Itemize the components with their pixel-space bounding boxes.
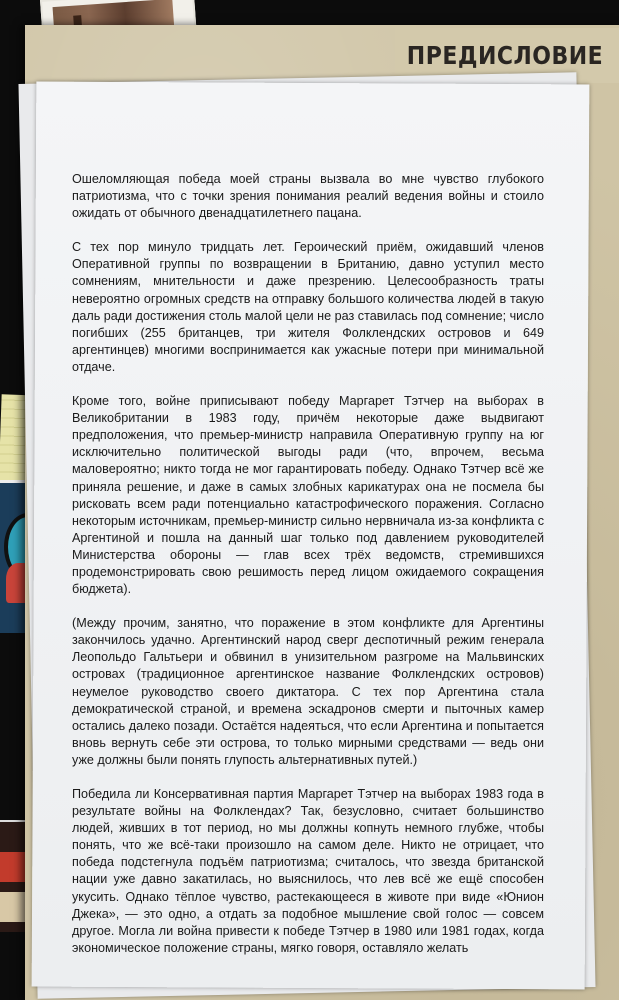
section-title: ПРЕДИСЛОВИЕ — [406, 42, 604, 71]
paragraph: Победила ли Консервативная партия Маргарет Тэтчер на выборах 1983 года в результате войны на Фолклендах? Так, безусловно, считает большинство людей, живших в тот период, но мы должны копнуть немного глубже, чтобы понять, что же всё-таки произошло на самом деле. Никто не отрицает, что победа подстегнула подъём патриотизма; считалось, что звезда британской нации уже давно закатилась, но выяснилось, что лев всё же ещё способен укусить. Однако тёплое чувство, растекающееся в животе при виде «Юнион Джека», — это одно, а отдать за подобное мышление свой голос — совсем другое. Могла ли война привести к победе Тэтчер в 1980 или 1981 годах, когда экономическое положение страны, мягко говоря, оставляло желать — [72, 787, 544, 955]
paragraph: Кроме того, войне приписывают победу Маргарет Тэтчер на выборах в Великобритании в 1983 году, причём некоторые даже выдвигают предположения, что премьер-министр направила Оперативную группу на юг исключительно политической выгоды ради (что, впрочем, весьма маловероятно; никто тогда не мог гарантировать победу. Однако Тэтчер всё же приняла решение, и даже в самых злобных карикатурах она не посмела бы рисковать всем ради потенциально катастрофического поражения. Согласно некоторым источникам, премьер-министр сильно нервничала из-за конфликта с Аргентиной и пошла на данный шаг только под давлением руководителей Министерства обороны — глав всех трёх ведомств, стремившихся продемонстрировать свою решимость перед лицом ожидаемого сокращения бюджета). — [72, 394, 544, 597]
paragraph: Ошеломляющая победа моей страны вызвала во мне чувство глубокого патриотизма, что с точки зрения понимания реалий ведения войны и стоило ожидать от обычного двенадцатилетнего пацана. — [72, 172, 544, 221]
paragraph: С тех пор минуло тридцать лет. Героический приём, ожидавший членов Оперативной группы по возвращении в Британию, давно уступил место сомнениям, мнительности и даже презрению. Целесообразность траты невероятно огромных средств на отправку большого количества людей в такую даль ради достижения столь малой цели не раз ставилась под сомнение; число погибших (255 британцев, три жителя Фолклендских островов и 649 аргентинцев) многими воспринимается как ужасные потери при минимальной отдаче. — [72, 240, 544, 374]
paragraph: (Между прочим, занятно, что поражение в этом конфликте для Аргентины закончилось удачно. Аргентинский народ сверг деспотичный режим генерала Леопольдо Гальтьери и обвинил в унизительном разгроме на Мальвинских островах (традиционное аргентинское название Фолклендских островов) неумелое руководство своего диктатора. С тех пор Аргентина стала демократической страной, и времена эскадронов смерти и пыточных камер остались далеко позади. Остаётся надеяться, что если Аргентина и попытается вновь вернуть себе эти острова, то только мирными средствами — ведь они уже должны были понять глупость альтернативных путей.) — [72, 616, 544, 767]
body-text — [72, 171, 544, 974]
